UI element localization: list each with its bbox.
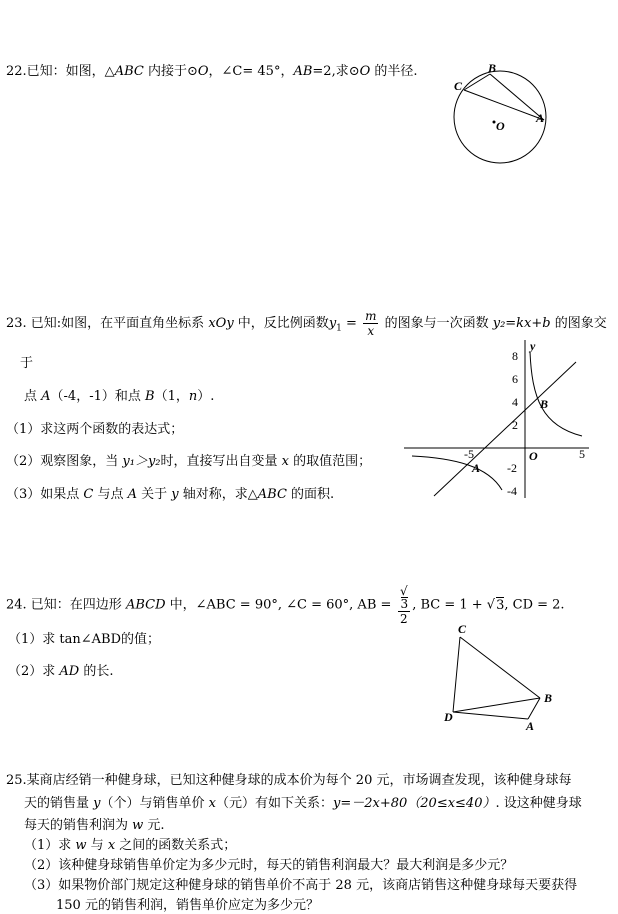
label-point-b: B: [540, 397, 549, 411]
label-d: D: [444, 710, 453, 724]
tick-x-neg5: -5: [464, 447, 474, 461]
label-c: C: [454, 79, 463, 93]
q24-quadrilateral-figure: [440, 620, 560, 736]
q23-line1: 23. 已知:如图，在平面直角坐标系 xOy 中，反比例函数$y_1$ = $\frac{m}{x}$ 的图象与一次函数 y₂=kx+b 的图象交: [6, 309, 607, 338]
circle-o: [454, 71, 546, 163]
chord-ca: [464, 90, 544, 120]
tick-y-6: 6: [512, 372, 518, 386]
q25-line1: 25.某商店经销一种健身球，已知这种健身球的成本价为每个 20 元，市场调查发现，该种健身球每: [6, 773, 572, 788]
label-origin: O: [529, 449, 538, 463]
label-b: B: [544, 691, 553, 705]
side-cd: [453, 637, 460, 712]
label-c: C: [458, 622, 467, 636]
tick-y-8: 8: [512, 349, 518, 363]
q24-sub1: （1）求 tan∠ABD的值；: [8, 632, 161, 647]
q24-text: 24. 已知：在四边形 ABCD 中，∠ABC = 90°, ∠C = 60°, AB = √ 3 2 , BC = 1 + √3, CD = 2.: [6, 584, 565, 626]
q25-sub2: （2）该种健身球销售单价定为多少元时，每天的销售利润最大？最大利润是多少元？: [24, 858, 514, 873]
side-da: [453, 712, 528, 719]
side-cb: [460, 637, 540, 698]
q25-sub3-line2: 150 元的销售利润，销售单价应定为多少元？: [56, 898, 319, 913]
q24-sub2: （2）求 AD 的长.: [8, 664, 114, 679]
q22-circle-figure: [450, 62, 560, 164]
label-o: O: [496, 119, 505, 133]
hyperbola-branch-2: [412, 456, 502, 490]
q23-line3: 点 A（-4，-1）和点 B（1，n）.: [24, 389, 215, 404]
q23-coordinate-figure: [404, 338, 594, 500]
tick-y-4: 4: [512, 395, 518, 409]
q23-sub2: （2）观察图象，当 y₁＞y₂时，直接写出自变量 x 的取值范围；: [6, 454, 372, 469]
q23-line2: 于: [20, 356, 34, 371]
q23-sub3: （3）如果点 C 与点 A 关于 y 轴对称，求△ABC 的面积.: [6, 487, 335, 502]
tick-y-neg4: -4: [507, 484, 517, 498]
q25-sub3-line1: （3）如果物价部门规定这种健身球的销售单价不高于 28 元，该商店销售这种健身球每天要获得: [24, 878, 578, 893]
label-a: A: [536, 111, 545, 125]
tick-y-2: 2: [512, 418, 518, 432]
q22-text: 22.已知：如图，△ABC 内接于⊙O，∠C= 45°，AB=2,求⊙O 的半径.: [6, 64, 418, 79]
chord-cb: [464, 74, 490, 90]
label-y-axis: y: [530, 339, 536, 353]
q25-sub1: （1）求 w 与 x 之间的函数关系式；: [24, 838, 237, 853]
tick-y-neg2: -2: [507, 461, 517, 475]
label-b: B: [488, 61, 497, 75]
q25-line2: 天的销售量 y（个）与销售单价 x（元）有如下关系：y=－2x+80（20≤x≤40）. 设这种健身球: [24, 796, 582, 811]
q23-sub1: （1）求这两个函数的表达式；: [6, 422, 184, 437]
label-point-a: A: [472, 461, 481, 475]
linear-graph: [434, 362, 576, 496]
q24-fraction: √ 3 2: [398, 585, 411, 625]
tick-x-5: 5: [579, 447, 585, 461]
q25-line3: 每天的销售利润为 w 元.: [24, 818, 165, 833]
side-db: [453, 698, 540, 712]
q23-fraction: $\frac{m}{x}$: [365, 309, 377, 338]
label-a: A: [526, 719, 535, 733]
side-ab: [528, 698, 540, 719]
hyperbola-branch-1: [530, 352, 582, 436]
